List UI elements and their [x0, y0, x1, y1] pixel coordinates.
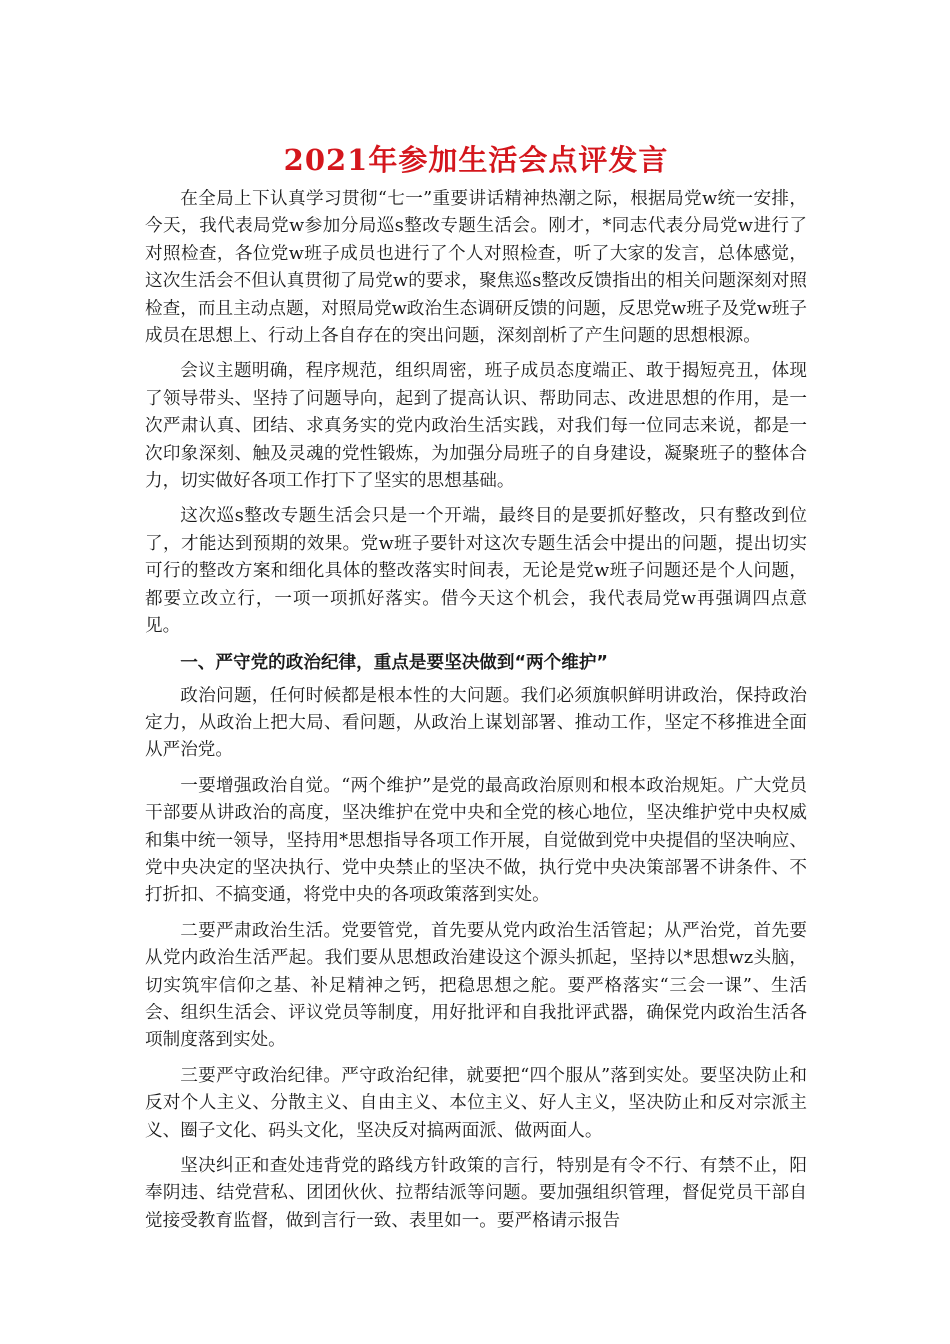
body-paragraph: 坚决纠正和查处违背党的路线方针政策的言行，特别是有令不行、有禁不止，阳奉阴违、结党营私、团团伙伙、拉帮结派等问题。要加强组织管理，督促党员干部自觉接受教育监督，做到言行一致、表里如一。要严格请示报告 — [145, 1156, 807, 1231]
body-paragraph: 这次巡s整改专题生活会只是一个开端，最终目的是要抓好整改，只有整改到位了，才能达到预期的效果。党w班子要针对这次专题生活会中提出的问题，提出切实可行的整改方案和细化具体的整改落实时间表，无论是党w班子问题还是个人问题，都要立改立行，一项一项抓好落实。借今天这个机会，我代表局党w再强调四点意见。 — [145, 506, 807, 637]
body-paragraph: 在全局上下认真学习贯彻“七一”重要讲话精神热潮之际，根据局党w统一安排，今天，我代表局党w参加分局巡s整改专题生活会。刚才，*同志代表分局党w进行了对照检查，各位党w班子成员也进行了个人对照检查，听了大家的发言，总体感觉，这次生活会不但认真贯彻了局党w的要求，聚焦巡s整改反馈指出的相关问题深刻对照检查，而且主动点题，对照局党w政治生态调研反馈的问题，反思党w班子及党w班子成员在思想上、行动上各自存在的突出问题，深刻剖析了产生问题的思想根源。 — [145, 189, 807, 347]
document-page — [145, 136, 807, 1243]
document-title: 2021年参加生活会点评发言 — [283, 143, 669, 177]
body-paragraph: 政治问题，任何时候都是根本性的大问题。我们必须旗帜鲜明讲政治，保持政治定力，从政治上把大局、看问题，从政治上谋划部署、推动工作，坚定不移推进全面从严治党。 — [145, 685, 807, 761]
body-paragraph: 会议主题明确，程序规范，组织周密，班子成员态度端正、敢于揭短亮丑，体现了领导带头、坚持了问题导向，起到了提高认识、帮助同志、改进思想的作用，是一次严肃认真、团结、求真务实的党内政治生活实践，对我们每一位同志来说，都是一次印象深刻、触及灵魂的党性锻炼，为加强分局班子的自身建设，凝聚班子的整体合力，切实做好各项工作打下了坚实的思想基础。 — [145, 361, 807, 492]
body-paragraph: 一要增强政治自觉。“两个维护”是党的最高政治原则和根本政治规矩。广大党员干部要从讲政治的高度，坚决维护在党中央和全党的核心地位，坚决维护党中央权威和集中统一领导，坚持用*思想指导各项工作开展，自觉做到党中央提倡的坚决响应、党中央决定的坚决执行、党中央禁止的坚决不做，执行党中央决策部署不讲条件、不打折扣、不搞变通，将党中央的各项政策落到实处。 — [145, 775, 807, 906]
body-paragraph: 二要严肃政治生活。党要管党，首先要从党内政治生活管起；从严治党，首先要从党内政治生活严起。我们要从思想政治建设这个源头抓起，坚持以*思想wz头脑，切实筑牢信仰之基、补足精神之钙，把稳思想之舵。要严格落实“三会一课”、生活会、组织生活会、评议党员等制度，用好批评和自我批评武器，确保党内政治生活各项制度落到实处。 — [145, 920, 807, 1051]
body-paragraph: 三要严守政治纪律。严守政治纪律，就要把“四个服从”落到实处。要坚决防止和反对个人主义、分散主义、自由主义、本位主义、好人主义，坚决防止和反对宗派主义、圈子文化、码头文化，坚决反对搞两面派、做两面人。 — [145, 1065, 807, 1141]
section-heading: 一、严守党的政治纪律，重点是要坚决做到“两个维护” — [180, 652, 608, 673]
